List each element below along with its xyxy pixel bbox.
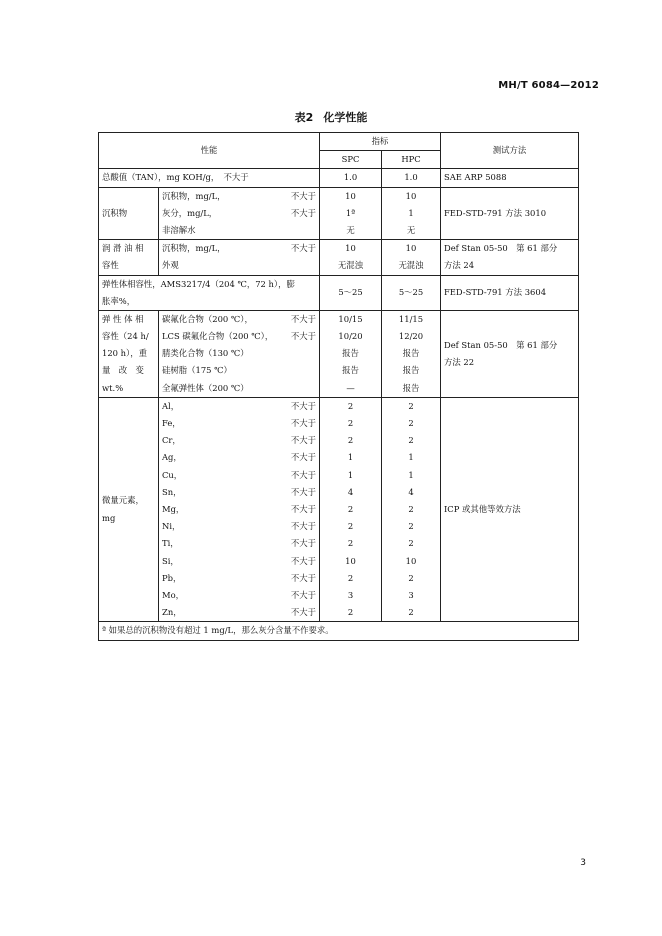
elastomer-spc: 5～25 — [320, 275, 382, 310]
trace-spc — [320, 397, 382, 621]
trace-spc-value: 1 — [347, 469, 354, 480]
trace-spc-value: 2 — [347, 538, 354, 549]
trace-spc-value: 3 — [347, 589, 354, 600]
page-number: 3 — [580, 858, 586, 868]
weight-item — [162, 380, 316, 397]
trace-hpc-value: 2 — [408, 521, 414, 532]
trace-item-limit: 不大于 — [290, 486, 316, 497]
sediment-item-label: 沉积物，mg/L， — [162, 190, 226, 201]
acid-label: 总酸值（TAN），mg KOH/g， 不大于 — [99, 169, 320, 187]
sediment-item-limit: 不大于 — [290, 190, 316, 201]
table-number: 表2 — [294, 111, 314, 124]
trace-spc-value: 2 — [347, 435, 354, 446]
weight-spc-value: 报告 — [342, 348, 359, 359]
table-title — [0, 109, 662, 125]
trace-item-limit: 不大于 — [290, 469, 316, 480]
sediment-spc-value: 1ª — [345, 207, 356, 218]
weight-item — [162, 311, 316, 328]
weight-item-limit: 不大于 — [290, 331, 316, 342]
weight-item — [162, 328, 316, 345]
sediment-item — [162, 222, 316, 239]
trace-spc-value: 2 — [347, 607, 354, 618]
sediment-item-label: 灰分，mg/L， — [162, 207, 218, 218]
trace-item-limit: 不大于 — [290, 555, 316, 566]
trace-item — [162, 415, 316, 432]
weight-hpc — [382, 310, 441, 397]
trace-group-line: 微量元素， — [102, 495, 144, 506]
trace-item — [162, 604, 316, 621]
trace-item-limit: 不大于 — [290, 400, 316, 411]
weight-hpc-value: 报告 — [402, 365, 420, 376]
weight-hpc-value: 12/20 — [398, 331, 424, 342]
trace-hpc-value: 2 — [408, 418, 414, 429]
compat-group-line: 容性 — [102, 260, 119, 271]
sediment-item — [162, 205, 316, 222]
trace-item — [162, 587, 316, 604]
compat-items — [159, 240, 320, 275]
compat-item-limit: 不大于 — [290, 243, 316, 254]
sediment-hpc-value: 无 — [406, 224, 416, 235]
elastomer-method: FED-STD-791 方法 3604 — [441, 275, 579, 310]
sediment-method: FED-STD-791 方法 3010 — [441, 187, 579, 240]
trace-hpc-value: 4 — [408, 486, 414, 497]
trace-item-limit: 不大于 — [290, 589, 316, 600]
weight-group — [99, 310, 159, 397]
header-property: 性能 — [99, 133, 320, 169]
header-index: 指标 — [320, 133, 441, 151]
trace-item-limit: 不大于 — [290, 521, 316, 532]
compat-group — [99, 240, 159, 275]
sediment-hpc-value: 1 — [408, 207, 414, 218]
weight-item — [162, 362, 316, 379]
weight-group-line: 容性（24 h/ — [102, 331, 149, 342]
compat-item-label: 沉积物，mg/L， — [162, 243, 226, 254]
weight-method-line: 方法 22 — [444, 356, 475, 367]
trace-hpc-value: 1 — [408, 452, 414, 463]
trace-spc-value: 2 — [347, 400, 354, 411]
compat-spc — [320, 240, 382, 275]
trace-item-label: Ni， — [162, 521, 181, 532]
compat-method-line: Def Stan 05-50 第 61 部分 — [444, 243, 558, 254]
compat-method-line: 方法 24 — [444, 260, 475, 271]
weight-spc-value: 报告 — [342, 365, 359, 376]
compat-group-line: 润 滑 油 相 — [102, 243, 144, 254]
compat-spc-value: 无混浊 — [337, 260, 364, 271]
sediment-items — [159, 187, 320, 240]
trace-item-label: Ti， — [162, 538, 179, 549]
elastomer-label — [99, 275, 320, 310]
trace-hpc-value: 2 — [408, 538, 414, 549]
footnote: ª 如果总的沉积物没有超过 1 mg/L，那么灰分含量不作要求。 — [99, 622, 579, 640]
weight-spc-value: 10/15 — [338, 313, 363, 324]
trace-item — [162, 501, 316, 518]
weight-item — [162, 345, 316, 362]
trace-row — [99, 397, 579, 621]
sediment-spc — [320, 187, 382, 240]
trace-item-label: Zn， — [162, 607, 182, 618]
trace-spc-value: 2 — [347, 572, 354, 583]
trace-item-limit: 不大于 — [290, 503, 316, 514]
compat-spc-value: 10 — [345, 243, 356, 254]
weight-item-label: LCS 碳氟化合物（200 ℃）， — [162, 331, 274, 342]
header-row — [99, 133, 579, 151]
trace-item-label: Mo， — [162, 589, 184, 600]
trace-item-label: Ag， — [162, 452, 182, 463]
trace-group-line: mg — [102, 512, 116, 523]
header-spc: SPC — [320, 151, 382, 169]
compat-item — [162, 257, 316, 274]
sediment-spc-value: 无 — [346, 224, 355, 235]
weight-hpc-value: 11/15 — [398, 313, 424, 324]
trace-hpc-value: 2 — [408, 435, 414, 446]
sediment-group: 沉积物 — [99, 187, 159, 240]
trace-item-limit: 不大于 — [290, 435, 316, 446]
weight-item-label: 全氟弹性体（200 ℃） — [162, 382, 249, 393]
compat-item-label: 外观 — [162, 260, 179, 271]
weight-item-label: 腈类化合物（130 ℃） — [162, 348, 249, 359]
weight-spc — [320, 310, 382, 397]
weight-items — [159, 310, 320, 397]
weight-method — [441, 310, 579, 397]
trace-hpc-value: 10 — [405, 555, 417, 566]
standard-code: MH/T 6084—2012 — [498, 80, 599, 91]
trace-hpc-value: 2 — [408, 503, 414, 514]
trace-item — [162, 398, 316, 415]
trace-spc-value: 2 — [347, 418, 354, 429]
trace-hpc-value: 3 — [408, 589, 414, 600]
trace-method: ICP 或其他等效方法 — [441, 397, 579, 621]
compat-hpc-value: 10 — [405, 243, 417, 254]
trace-item — [162, 535, 316, 552]
trace-hpc-value: 2 — [408, 607, 414, 618]
trace-item-label: Cu， — [162, 469, 183, 480]
weight-group-line: 量 改 变 — [102, 365, 144, 376]
trace-group — [99, 397, 159, 621]
trace-spc-value: 2 — [347, 503, 354, 514]
weight-group-line: 弹 性 体 相 — [102, 313, 144, 324]
trace-hpc-value: 2 — [408, 572, 414, 583]
trace-item-label: Si， — [162, 555, 179, 566]
compat-item — [162, 240, 316, 257]
sediment-item-limit: 不大于 — [290, 207, 316, 218]
trace-item-limit: 不大于 — [290, 607, 316, 618]
trace-hpc-value: 1 — [408, 469, 414, 480]
acid-row — [99, 169, 579, 187]
weight-item-label: 硅树脂（175 ℃） — [162, 365, 232, 376]
trace-items — [159, 397, 320, 621]
compat-hpc — [382, 240, 441, 275]
table-title-text: 化学性能 — [323, 111, 368, 124]
weight-item-limit: 不大于 — [290, 313, 316, 324]
acid-method: SAE ARP 5088 — [441, 169, 579, 187]
sediment-row — [99, 187, 579, 240]
weight-method-line: Def Stan 05-50 第 61 部分 — [444, 339, 558, 350]
trace-spc-value: 4 — [347, 486, 354, 497]
trace-item-label: Mg， — [162, 503, 185, 514]
trace-item-label: Al， — [162, 400, 180, 411]
trace-item — [162, 432, 316, 449]
trace-spc-value: 10 — [345, 555, 356, 566]
weight-hpc-value: 报告 — [402, 348, 420, 359]
trace-item-label: Sn， — [162, 486, 182, 497]
acid-hpc: 1.0 — [382, 169, 441, 187]
trace-item — [162, 570, 316, 587]
trace-item — [162, 553, 316, 570]
elastomer-label-line: 胀率%， — [102, 295, 136, 306]
footnote-row — [99, 622, 579, 640]
compat-hpc-value: 无混浊 — [398, 260, 424, 271]
trace-item — [162, 518, 316, 535]
trace-item — [162, 484, 316, 501]
elastomer-hpc: 5～25 — [382, 275, 441, 310]
trace-hpc — [382, 397, 441, 621]
elastomer-label-line: 弹性体相容性，AMS3217/4（204 ℃，72 h），膨 — [102, 278, 295, 289]
sediment-hpc-value: 10 — [405, 190, 417, 201]
trace-item-limit: 不大于 — [290, 418, 316, 429]
weight-spc-value: — — [346, 382, 355, 393]
compat-row — [99, 240, 579, 275]
header-hpc: HPC — [382, 151, 441, 169]
trace-item-limit: 不大于 — [290, 538, 316, 549]
sediment-item-label: 非溶解水 — [162, 224, 196, 235]
acid-spc: 1.0 — [320, 169, 382, 187]
trace-item-label: Cr， — [162, 435, 181, 446]
trace-item-limit: 不大于 — [290, 572, 316, 583]
weight-item-label: 碳氟化合物（200 ℃）， — [162, 313, 253, 324]
weight-spc-value: 10/20 — [338, 331, 363, 342]
trace-item-limit: 不大于 — [290, 452, 316, 463]
trace-spc-value: 1 — [347, 452, 354, 463]
sediment-spc-value: 10 — [345, 190, 356, 201]
trace-hpc-value: 2 — [408, 400, 414, 411]
weight-group-line: 120 h），重 — [102, 348, 147, 359]
trace-item-label: Fe， — [162, 418, 181, 429]
sediment-hpc — [382, 187, 441, 240]
chemical-properties-table — [98, 132, 579, 641]
trace-item-label: Pb， — [162, 572, 182, 583]
sediment-item — [162, 188, 316, 205]
weight-hpc-value: 报告 — [402, 382, 420, 393]
elastomer-row — [99, 275, 579, 310]
weight-group-line: wt.% — [102, 382, 124, 393]
header-method: 测试方法 — [441, 133, 579, 169]
trace-item — [162, 467, 316, 484]
weight-row — [99, 310, 579, 397]
trace-spc-value: 2 — [347, 521, 354, 532]
compat-method — [441, 240, 579, 275]
trace-item — [162, 449, 316, 466]
